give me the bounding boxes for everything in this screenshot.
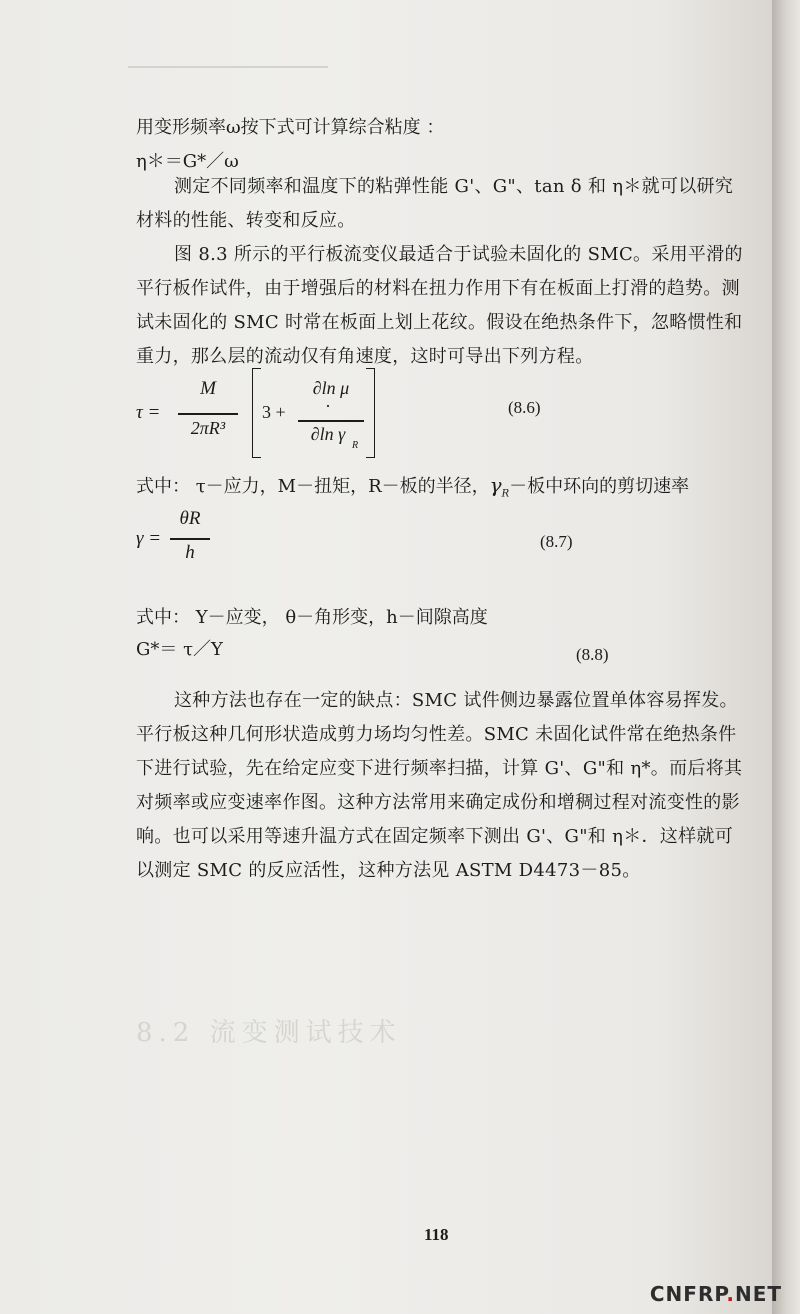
eq86-denominator: 2πR³: [190, 418, 226, 438]
eq86-numerator: M: [200, 378, 216, 399]
eq87-numerator: θR: [179, 508, 201, 529]
watermark-right: NET: [734, 1282, 782, 1306]
header-rule: [128, 66, 328, 68]
eq86-left-bracket: [252, 368, 261, 458]
watermark-dot: .: [726, 1282, 735, 1306]
where1-subscript: R: [501, 488, 510, 500]
eq86-inner-term: 3 +: [262, 402, 286, 422]
eq86-number: (8.6): [508, 398, 541, 417]
where-clause-1: [136, 472, 689, 500]
show-through-heading: 8.2 流变测试技术: [136, 1018, 402, 1048]
page-edge-shadow: [772, 0, 800, 1314]
eq86-fraction-bar: [178, 413, 238, 415]
eq88-number: (8.8): [576, 645, 609, 664]
eq87-fraction-bar: [170, 538, 210, 540]
paragraph-3: 这种方法也存在一定的缺点：SMC 试件侧边暴露位置单体容易挥发。平行板这种几何形状造成剪力场均匀性差。SMC 未固化试件常在绝热条件下进行试验，先在给定应变下进行频率扫描，计算 G'、G"和 η*。而后将其对频率或应变速率作图。这种方法常用来确定成份和增稠过程对流变性的影响。也可以采用等速升温方式在固定频率下测出 G'、G"和 η＊．这样就可以测定 SMC 的反应活性，这种方法见 ASTM D4473－85。: [136, 690, 743, 881]
eq87-denominator: h: [185, 542, 195, 563]
eq87-number: (8.7): [540, 532, 573, 551]
watermark-left: CNFRP: [649, 1282, 727, 1306]
eq87-lhs: γ =: [136, 528, 162, 549]
eq86-inner-numerator: ∂ln μ: [312, 378, 350, 398]
site-watermark: [650, 1282, 782, 1306]
where-clause-2: 式中： Υ－应变， θ－角形变，h－间隙高度: [136, 607, 488, 628]
eq86-inner-subscript: R: [352, 440, 359, 451]
viscosity-formula: η＊＝G*／ω: [136, 151, 239, 172]
where1-gamma: γ: [489, 473, 502, 497]
eq86-inner-fraction-bar: [298, 420, 364, 422]
eq86-right-bracket: [366, 368, 375, 458]
intro-line: 用变形频率ω按下式可计算综合粘度 ：: [136, 117, 445, 138]
paragraph-1: 测定不同频率和温度下的粘弹性能 G'、G"、tan δ 和 η＊就可以研究材料的性能、转变和反应。: [136, 176, 734, 231]
page-number: 118: [424, 1225, 449, 1244]
eq86-inner-dot: ·: [325, 396, 331, 416]
where1-text: 式中： τ－应力，M－扭矩，R－板的半径，: [136, 476, 490, 497]
paragraph-2: 图 8.3 所示的平行板流变仪最适合于试验未固化的 SMC。采用平滑的平行板作试件，由于增强后的材料在扭力作用下有在板面上打滑的趋势。测试未固化的 SMC 时常在板面上划上花纹。假设在绝热条件下，忽略惯性和重力，那么层的流动仅有角速度，这时可导出下列方程。: [136, 244, 743, 367]
eq86-lhs: τ =: [136, 402, 161, 423]
equation-8-8: G*＝ τ／Υ: [136, 639, 223, 660]
eq86-inner-denominator: ∂ln γ: [310, 424, 346, 444]
where1-rest: －板中环向的剪切速率: [509, 476, 690, 497]
